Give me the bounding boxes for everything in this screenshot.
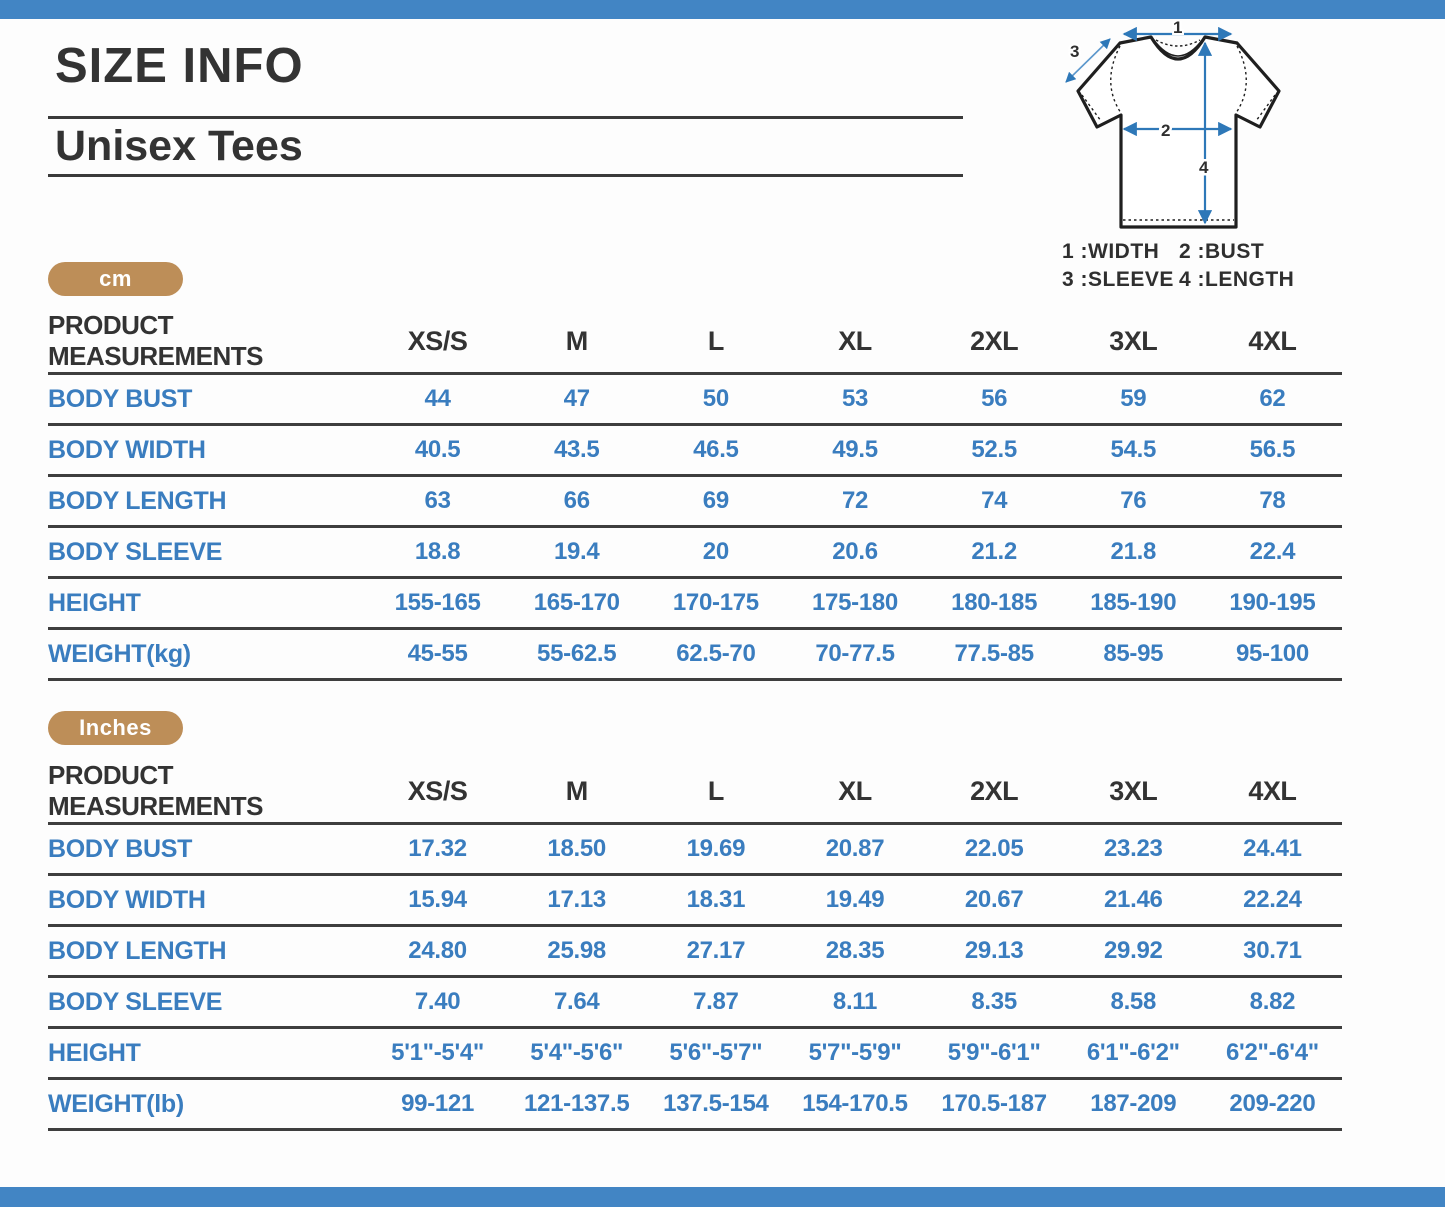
header-row: [48, 310, 1342, 374]
size-value-cell: 52.5: [971, 436, 1017, 463]
table-row: [48, 476, 1342, 527]
size-value-cell: 29.13: [964, 937, 1024, 964]
size-value-cell: 17.13: [547, 886, 606, 913]
size-value-cell: 121-137.5: [524, 1090, 630, 1117]
legend-item-width: 1 :WIDTH: [1062, 240, 1160, 263]
size-value-cell: 22.4: [1249, 538, 1296, 565]
table-row: [48, 1079, 1342, 1130]
size-value-cell: 20: [702, 538, 729, 565]
size-value-cell: 25.98: [547, 937, 606, 964]
row-label: HEIGHT: [48, 1038, 141, 1067]
size-value-cell: 28.35: [825, 937, 885, 964]
size-value-cell: 209-220: [1229, 1090, 1316, 1117]
size-value-cell: 20.6: [832, 538, 878, 565]
size-value-cell: 170.5-187: [941, 1090, 1047, 1117]
size-value-cell: 56.5: [1249, 436, 1296, 463]
table-row: [48, 527, 1342, 578]
size-column-header: L: [707, 325, 724, 356]
mark-length: 4: [1199, 158, 1209, 177]
size-column-header: XL: [838, 775, 872, 806]
size-value-cell: 5'4"-5'6": [530, 1039, 624, 1066]
size-value-cell: 154-170.5: [802, 1090, 908, 1117]
mark-width: 1: [1173, 21, 1183, 37]
diagram-legend: [1062, 240, 1294, 292]
size-value-cell: 49.5: [832, 436, 878, 463]
table-row: [48, 824, 1342, 875]
size-value-cell: 20.87: [825, 835, 885, 862]
size-value-cell: 175-180: [812, 589, 898, 616]
size-column-header: 2XL: [970, 775, 1019, 806]
size-value-cell: 95-100: [1235, 640, 1309, 667]
title-divider-top: [48, 116, 963, 119]
size-value-cell: 44: [424, 385, 451, 412]
size-value-cell: 27.17: [686, 937, 746, 964]
row-label: BODY LENGTH: [48, 486, 227, 515]
size-value-cell: 190-195: [1229, 589, 1316, 616]
size-value-cell: 62: [1259, 385, 1286, 412]
page-title: SIZE INFO: [55, 39, 304, 93]
size-value-cell: 6'1"-6'2": [1086, 1039, 1180, 1066]
size-value-cell: 170-175: [672, 589, 759, 616]
size-value-cell: 69: [702, 487, 729, 514]
size-value-cell: 50: [702, 385, 729, 412]
size-value-cell: 137.5-154: [663, 1090, 769, 1117]
row-label: BODY BUST: [48, 384, 193, 413]
size-value-cell: 99-121: [401, 1090, 475, 1117]
size-value-cell: 77.5-85: [954, 640, 1034, 667]
size-value-cell: 15.94: [408, 886, 467, 913]
size-column-header: 2XL: [970, 325, 1019, 356]
bottom-accent-bar: [0, 1187, 1445, 1207]
size-table-inches: [48, 760, 1342, 1131]
size-value-cell: 5'7"-5'9": [808, 1039, 902, 1066]
size-value-cell: 6'2"-6'4": [1225, 1039, 1319, 1066]
row-label: BODY SLEEVE: [48, 537, 223, 566]
legend-item-length: 4 :LENGTH: [1179, 268, 1295, 291]
size-value-cell: 76: [1120, 487, 1147, 514]
size-value-cell: 45-55: [407, 640, 468, 667]
size-value-cell: 29.92: [1103, 937, 1163, 964]
size-value-cell: 55-62.5: [537, 640, 617, 667]
size-value-cell: 54.5: [1110, 436, 1157, 463]
size-column-header: M: [565, 775, 588, 806]
size-value-cell: 187-209: [1090, 1090, 1177, 1117]
size-value-cell: 165-170: [533, 589, 620, 616]
size-value-cell: 47: [563, 385, 590, 412]
size-column-header: 4XL: [1248, 325, 1297, 356]
size-value-cell: 56: [981, 385, 1008, 412]
row-label: BODY LENGTH: [48, 936, 227, 965]
size-value-cell: 19.4: [553, 538, 600, 565]
size-value-cell: 8.58: [1110, 988, 1157, 1015]
size-value-cell: 185-190: [1090, 589, 1177, 616]
size-value-cell: 18.8: [414, 538, 461, 565]
size-column-header: XS/S: [407, 325, 468, 356]
page-subtitle: Unisex Tees: [55, 122, 303, 170]
size-value-cell: 19.49: [825, 886, 885, 913]
row-label: BODY WIDTH: [48, 885, 206, 914]
legend-item-sleeve: 3 :SLEEVE: [1062, 268, 1174, 291]
size-value-cell: 21.8: [1110, 538, 1157, 565]
tshirt-outline: [1078, 37, 1279, 227]
size-value-cell: 21.46: [1103, 886, 1163, 913]
top-accent-bar: [0, 0, 1445, 19]
table-row: [48, 629, 1342, 680]
size-value-cell: 7.40: [414, 988, 461, 1015]
size-value-cell: 63: [424, 487, 451, 514]
size-value-cell: 8.11: [832, 988, 878, 1015]
legend-item-bust: 2 :BUST: [1179, 240, 1265, 263]
size-value-cell: 155-165: [394, 589, 481, 616]
size-value-cell: 5'9"-6'1": [947, 1039, 1041, 1066]
size-value-cell: 24.80: [408, 937, 467, 964]
size-column-header: M: [565, 325, 588, 356]
size-column-header: 4XL: [1248, 775, 1297, 806]
mark-bust: 2: [1161, 121, 1171, 140]
size-value-cell: 8.82: [1249, 988, 1296, 1015]
size-value-cell: 7.87: [693, 988, 739, 1015]
unit-badge-cm: cm: [48, 262, 183, 296]
row-label: WEIGHT(kg): [48, 639, 191, 668]
table-row: [48, 926, 1342, 977]
tshirt-measurement-diagram: [1056, 21, 1301, 236]
size-column-header: 3XL: [1109, 775, 1158, 806]
size-value-cell: 24.41: [1243, 835, 1302, 862]
size-value-cell: 18.31: [686, 886, 746, 913]
size-column-header: XL: [838, 325, 872, 356]
measurements-column-header: PRODUCT MEASUREMENTS: [48, 760, 264, 821]
size-value-cell: 180-185: [951, 589, 1038, 616]
size-value-cell: 78: [1259, 487, 1286, 514]
size-value-cell: 66: [563, 487, 590, 514]
size-value-cell: 62.5-70: [676, 640, 756, 667]
size-value-cell: 46.5: [693, 436, 739, 463]
title-divider-bottom: [48, 174, 963, 177]
header-row: [48, 760, 1342, 824]
size-value-cell: 30.71: [1243, 937, 1302, 964]
row-label: WEIGHT(lb): [48, 1089, 184, 1118]
row-label: HEIGHT: [48, 588, 141, 617]
size-value-cell: 40.5: [414, 436, 461, 463]
measurements-column-header: PRODUCT MEASUREMENTS: [48, 310, 264, 371]
size-table-cm: [48, 310, 1342, 681]
size-value-cell: 20.67: [964, 886, 1024, 913]
size-value-cell: 23.23: [1103, 835, 1163, 862]
size-value-cell: 59: [1120, 385, 1147, 412]
size-value-cell: 74: [981, 487, 1008, 514]
size-value-cell: 22.24: [1243, 886, 1302, 913]
size-column-header: L: [707, 775, 724, 806]
table-row: [48, 875, 1342, 926]
size-value-cell: 17.32: [408, 835, 467, 862]
unit-badge-inches: Inches: [48, 711, 183, 745]
row-label: BODY WIDTH: [48, 435, 206, 464]
size-value-cell: 72: [841, 487, 869, 514]
size-value-cell: 70-77.5: [815, 640, 895, 667]
collar-stitch-dotted: [1156, 40, 1200, 46]
table-row: [48, 374, 1342, 425]
size-value-cell: 22.05: [964, 835, 1024, 862]
size-value-cell: 19.69: [686, 835, 746, 862]
size-value-cell: 85-95: [1103, 640, 1164, 667]
row-label: BODY SLEEVE: [48, 987, 223, 1016]
size-column-header: 3XL: [1109, 325, 1158, 356]
table-row: [48, 425, 1342, 476]
size-value-cell: 7.64: [553, 988, 600, 1015]
size-value-cell: 43.5: [553, 436, 600, 463]
table-row: [48, 977, 1342, 1028]
size-value-cell: 21.2: [971, 538, 1017, 565]
size-value-cell: 5'1"-5'4": [391, 1039, 484, 1066]
size-column-header: XS/S: [407, 775, 468, 806]
row-label: BODY BUST: [48, 834, 193, 863]
size-value-cell: 8.35: [971, 988, 1017, 1015]
size-value-cell: 53: [841, 385, 869, 412]
size-value-cell: 5'6"-5'7": [669, 1039, 763, 1066]
mark-sleeve: 3: [1070, 42, 1080, 61]
size-value-cell: 18.50: [547, 835, 606, 862]
table-row: [48, 578, 1342, 629]
table-row: [48, 1028, 1342, 1079]
